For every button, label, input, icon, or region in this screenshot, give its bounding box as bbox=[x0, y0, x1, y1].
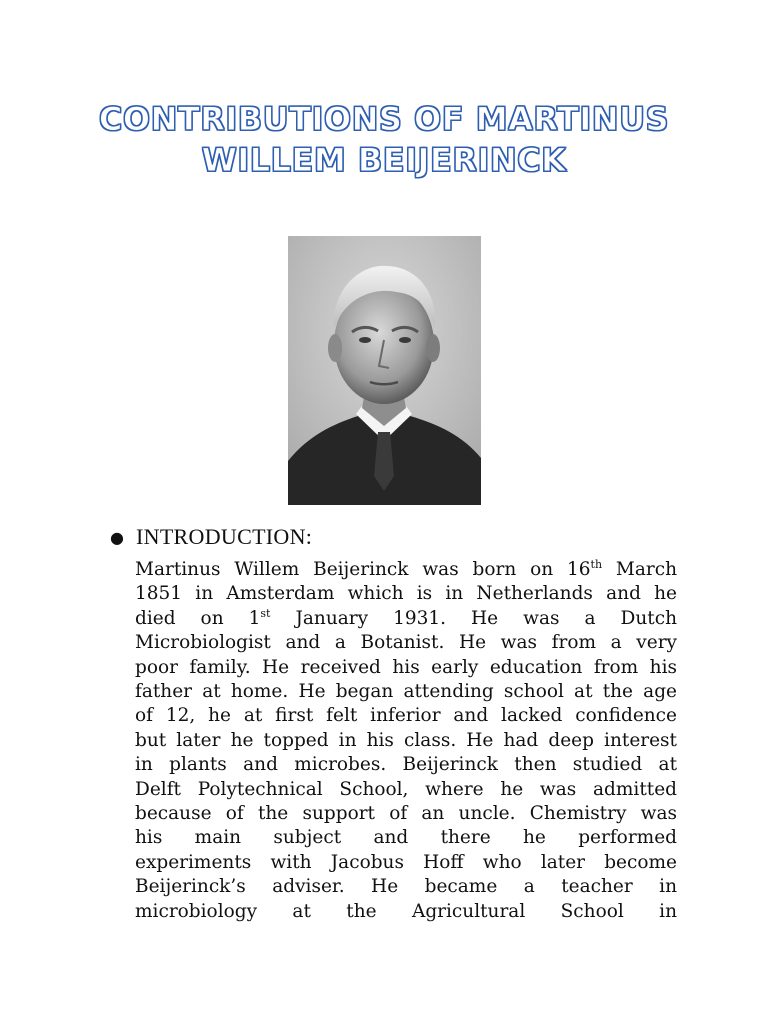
paragraph-line: Martinus Willem Beijerinck was born on 16th March bbox=[135, 558, 677, 580]
paragraph-line: father at home. He began attending school at the age bbox=[135, 681, 677, 703]
paragraph-line: experiments with Jacobus Hoff who later become bbox=[135, 851, 677, 873]
paragraph-line: 1851 in Amsterdam which is in Netherlands and he bbox=[135, 583, 677, 605]
paragraph-line: but later he topped in his class. He had deep interest bbox=[135, 729, 677, 751]
paragraph-line: poor family. He received his early education from his bbox=[135, 656, 677, 678]
paragraph-line: microbiology at the Agricultural School in bbox=[135, 900, 677, 922]
document-title-line-1: CONTRIBUTIONS OF MARTINUS bbox=[98, 100, 670, 138]
paragraph-line: Beijerinck’s adviser. He became a teacher in bbox=[135, 876, 677, 898]
introduction-paragraph bbox=[135, 558, 677, 924]
paragraph-line: of 12, he at first felt inferior and lacked confidence bbox=[135, 705, 677, 727]
introduction-bullet-item bbox=[110, 523, 312, 551]
paragraph-line: in plants and microbes. Beijerinck then studied at bbox=[135, 754, 677, 776]
portrait-image bbox=[288, 236, 481, 505]
document-title-line-2: WILLEM BEIJERINCK bbox=[201, 141, 567, 179]
portrait-photo bbox=[288, 236, 481, 505]
paragraph-line: because of the support of an uncle. Chemistry was bbox=[135, 803, 677, 825]
paragraph-line: Delft Polytechnical School, where he was admitted bbox=[135, 778, 677, 800]
paragraph-line: died on 1st January 1931. He was a Dutch bbox=[135, 606, 677, 629]
paragraph-line: his main subject and there he performed bbox=[135, 827, 677, 849]
bullet-icon: ● bbox=[110, 527, 124, 547]
paragraph-line: Microbiologist and a Botanist. He was from a very bbox=[135, 632, 677, 654]
section-heading: INTRODUCTION: bbox=[136, 524, 313, 549]
